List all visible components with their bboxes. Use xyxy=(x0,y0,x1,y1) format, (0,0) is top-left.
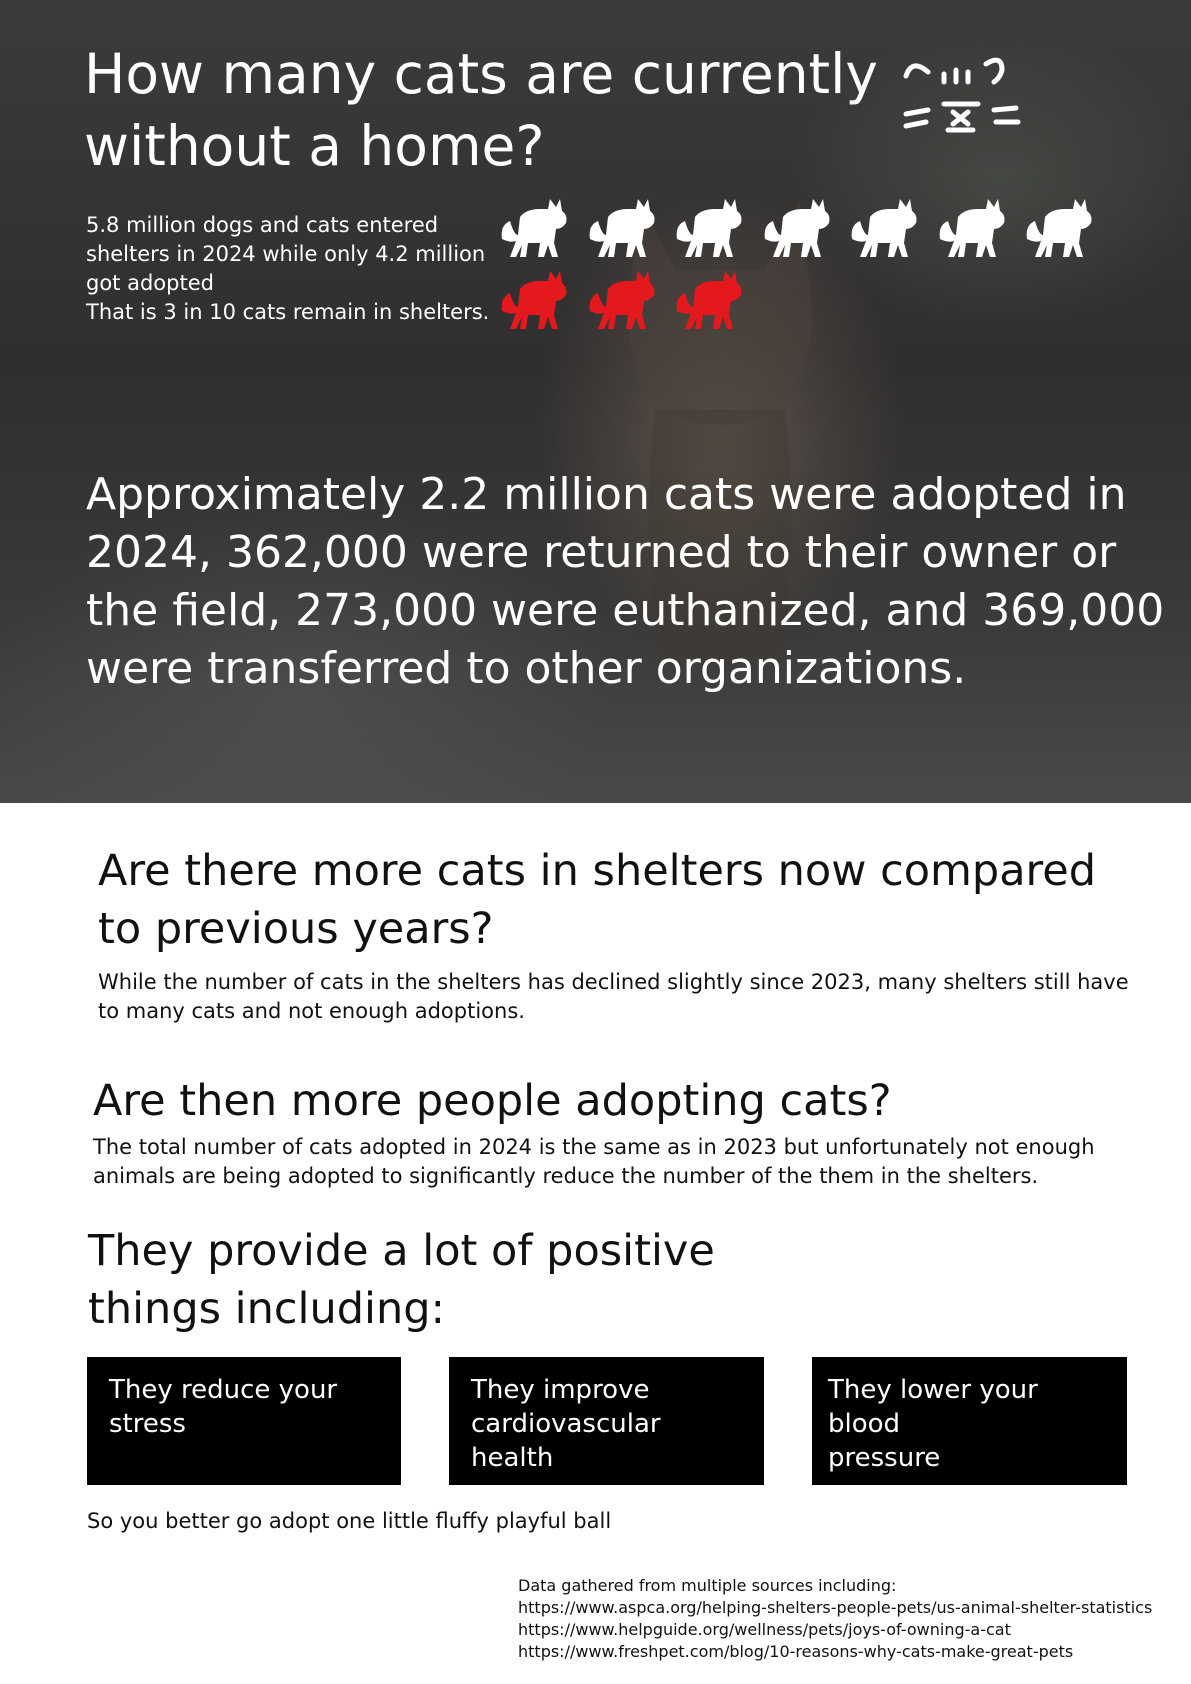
stat-line: shelters in 2024 while only 4.2 million xyxy=(86,242,486,266)
text-line: While the number of cats in the shelters has declined slightly since 2023, many shelters still have xyxy=(98,970,1129,994)
hero-title-line: without a home? xyxy=(84,114,545,178)
benefit-text-line: They reduce your xyxy=(109,1375,338,1405)
cat-icon xyxy=(938,195,1008,261)
sources-list xyxy=(518,1575,1152,1663)
heading-line: things including: xyxy=(88,1284,445,1334)
sources-intro: Data gathered from multiple sources including: xyxy=(518,1576,897,1595)
benefit-text-line: They lower your blood xyxy=(828,1375,1038,1439)
outcome-line: the field, 273,000 were euthanized, and 369,000 xyxy=(86,585,1165,636)
cat-icon xyxy=(588,195,658,261)
benefit-card-cardiovascular xyxy=(449,1357,764,1485)
benefit-text-line: cardiovascular health xyxy=(471,1409,661,1473)
cat-icon xyxy=(675,195,745,261)
outcome-line: 2024, 362,000 were returned to their owner or xyxy=(86,527,1117,578)
cat-icon-highlighted xyxy=(675,267,745,333)
shelters-heading xyxy=(98,842,1096,958)
cat-icon xyxy=(500,195,570,261)
benefit-text-line: pressure xyxy=(828,1443,941,1473)
text-line: to many cats and not enough adoptions. xyxy=(98,999,525,1023)
source-url: https://www.freshpet.com/blog/10-reasons-why-cats-make-great-pets xyxy=(518,1642,1074,1661)
cat-pictogram-grid xyxy=(500,195,1120,335)
cat-icon-highlighted xyxy=(500,267,570,333)
heading-line: to previous years? xyxy=(98,904,494,954)
text-line: animals are being adopted to significantly reduce the number of the them in the shelters. xyxy=(93,1164,1039,1188)
cat-icon-highlighted xyxy=(588,267,658,333)
benefit-text-line: They improve xyxy=(471,1375,650,1405)
outcome-line: Approximately 2.2 million cats were adopted in xyxy=(86,469,1127,520)
benefit-card-blood-pressure xyxy=(812,1357,1127,1485)
benefit-text-line: stress xyxy=(109,1409,186,1439)
adopt-call-to-action: So you better go adopt one little fluffy playful ball xyxy=(87,1509,612,1533)
heading-line: Are there more cats in shelters now compared xyxy=(98,846,1097,896)
adoption-outcomes-text xyxy=(86,466,1165,698)
hero-title-line: How many cats are currently xyxy=(84,42,878,106)
shelters-text xyxy=(98,968,1129,1026)
heading-line: Are then more people adopting cats? xyxy=(93,1076,892,1126)
benefit-card-stress xyxy=(87,1357,401,1485)
stat-line: 5.8 million dogs and cats entered xyxy=(86,213,439,237)
cat-face-icon xyxy=(898,52,1028,144)
outcome-line: were transferred to other organizations. xyxy=(86,643,967,694)
cat-icon xyxy=(850,195,920,261)
cat-icon xyxy=(763,195,833,261)
hero-title xyxy=(84,38,884,182)
stat-line: That is 3 in 10 cats remain in shelters. xyxy=(86,300,490,324)
text-line: The total number of cats adopted in 2024 is the same as in 2023 but unfortunately not enough xyxy=(93,1135,1095,1159)
source-url: https://www.helpguide.org/wellness/pets/joys-of-owning-a-cat xyxy=(518,1620,1011,1639)
cat-icon xyxy=(1025,195,1095,261)
hero-banner xyxy=(0,0,1191,803)
heading-line: They provide a lot of positive xyxy=(88,1226,715,1276)
benefits-heading xyxy=(88,1222,715,1338)
shelter-stat-text xyxy=(86,211,490,327)
source-url: https://www.aspca.org/helping-shelters-people-pets/us-animal-shelter-statistics xyxy=(518,1598,1153,1617)
adopting-heading xyxy=(93,1072,892,1130)
adopting-text xyxy=(93,1133,1095,1191)
stat-line: got adopted xyxy=(86,271,214,295)
